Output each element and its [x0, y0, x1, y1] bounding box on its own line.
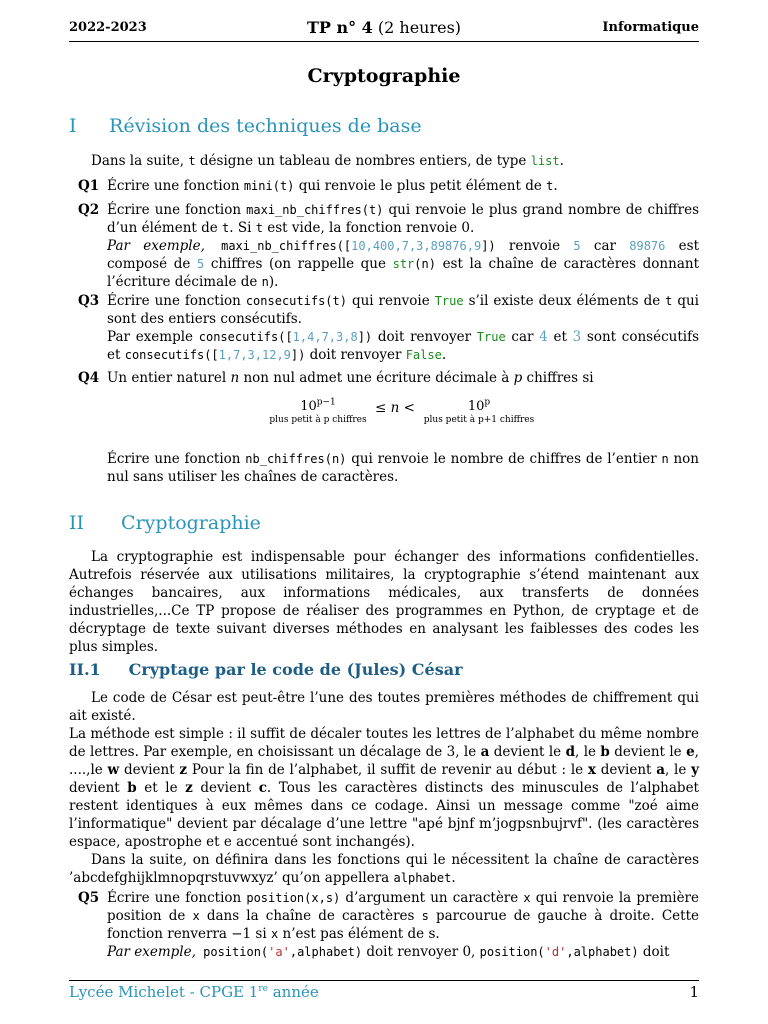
- question-q3: [78, 292, 699, 364]
- formula-right: 10$^p$ plus petit à p+1 chiffres: [423, 398, 535, 426]
- header-tp: TP n° 4: [306, 18, 373, 37]
- question-q4: [78, 369, 699, 387]
- subsection-heading-2-1: [69, 660, 463, 679]
- formula-left: $10^{p-1}$ plus petit à p chiffres: [269, 398, 367, 426]
- subsection-number: II.1: [69, 660, 101, 679]
- question-label: Q1: [78, 178, 100, 194]
- cesar-paragraph-3: Dans la suite, on définira dans les fonctions qui le nécessitent la chaîne de caractères ’abcdefghijklmnopqrstuvwxyz’ qu’on appellera alphabet.: [69, 852, 699, 886]
- question-label: Q2: [78, 202, 100, 218]
- section-heading-1: [69, 115, 422, 137]
- page-footer: [69, 983, 699, 1001]
- section-number: I: [69, 115, 77, 137]
- question-label: Q4: [78, 370, 100, 386]
- question-body: Écrire une fonction mini(t) qui renvoie le plus petit élément de t.: [107, 178, 558, 194]
- document-title: Cryptographie: [307, 65, 461, 87]
- cesar-paragraph-1: Le code de César est peut-être l’une des toutes premières méthodes de chiffrement qui ait existé.: [69, 690, 699, 724]
- section1-intro: Dans la suite, t désigne un tableau de nombres entiers, de type list.: [91, 153, 564, 169]
- header-rule: [69, 41, 699, 42]
- section-number: II: [69, 512, 85, 534]
- footer-year: année: [267, 983, 319, 1001]
- section-title: Révision des techniques de base: [109, 115, 422, 137]
- footer-sup: re: [258, 984, 268, 994]
- header-year: 2022-2023: [69, 20, 147, 35]
- question-q5: [78, 889, 699, 961]
- question-q2: [78, 201, 699, 291]
- page-number: 1: [689, 983, 699, 1001]
- section-heading-2: [69, 512, 261, 534]
- question-label: Q3: [78, 293, 100, 309]
- header-subject: Informatique: [602, 20, 699, 35]
- question-body: Écrire une fonction position(x,s) d’argument un caractère x qui renvoie la première position de x dans la chaîne de caractères s parcourue de gauche à droite. Cette fonction renverra −1 si x n’est pas élément de s. Par exemple, position('a',alphabet) doit renvoyer 0, position('d',alphabet) doit: [107, 890, 700, 960]
- question-q1: [78, 177, 699, 195]
- cesar-paragraph-2: La méthode est simple : il suffit de décaler toutes les lettres de l’alphabet du même nombre de lettres. Par exemple, en choisissant un décalage de 3, le a devient le d, le b devient le e, ....,le w devient z Pour la fin de l’alphabet, il suffit de revenir au début : le x devient a, le y devient b et le z devient c. Tous les caractères distincts des minuscules de l’alphabet restent identiques à eux mêmes dans ce codage. Ainsi un message comme "zoé aime l’informatique" devient par décalage d’une lettre "apé bjnf m’jogpsnbujrvf". (les caractères espace, apostrophe et e accentué sont inchangés).: [69, 726, 699, 850]
- section-title: Cryptographie: [121, 512, 261, 534]
- formula-middle: ≤ n <: [375, 400, 415, 416]
- question-body: Un entier naturel n non nul admet une écriture décimale à p chiffres si: [107, 370, 594, 386]
- subsection-title: Cryptage par le code de (Jules) César: [128, 660, 463, 679]
- question-label: Q5: [78, 890, 100, 906]
- page-header: [69, 18, 699, 40]
- question-body: Écrire une fonction consecutifs(t) qui renvoie True s’il existe deux éléments de t qui sont des entiers consécutifs. Par exemple consecutifs([1,4,7,3,8]) doit renvoyer True car 4 et 3 sont consécutifs et consecutifs([1,7,3,12,9]) doit renvoyer False.: [107, 293, 700, 363]
- question-q4-continuation: Écrire une fonction nb_chiffres(n) qui renvoie le nombre de chiffres de l’entier n non nul sans utiliser les chaînes de caractères.: [107, 451, 700, 485]
- footer-school: Lycée Michelet - CPGE 1: [69, 983, 259, 1001]
- footer-rule: [69, 980, 699, 981]
- question-body: Écrire une fonction maxi_nb_chiffres(t) qui renvoie le plus grand nombre de chiffres d’un élément de t. Si t est vide, la fonction renvoie 0. Par exemple, maxi_nb_chiffres([10,400,7,3,89876,9]) renvoie 5 car 89876 est composé de 5 chiffres (on rappelle que str(n) est la chaîne de caractères donnant l’écriture décimale de n).: [107, 202, 699, 290]
- inequality-formula: [0, 398, 768, 432]
- header-duration: (2 heures): [377, 18, 462, 37]
- section2-intro: La cryptographie est indispensable pour échanger des informations confidentielles. Autrefois réservée aux utilisations militaires, la cryptographie s’étend maintenant aux échanges bancaires, aux informations médicales, aux transferts de données industrielles,...Ce TP propose de réaliser des programmes en Python, de cryptage et de décryptage de texte suivant diverses méthodes en analysant les faiblesses des codes les plus simples.: [69, 549, 699, 655]
